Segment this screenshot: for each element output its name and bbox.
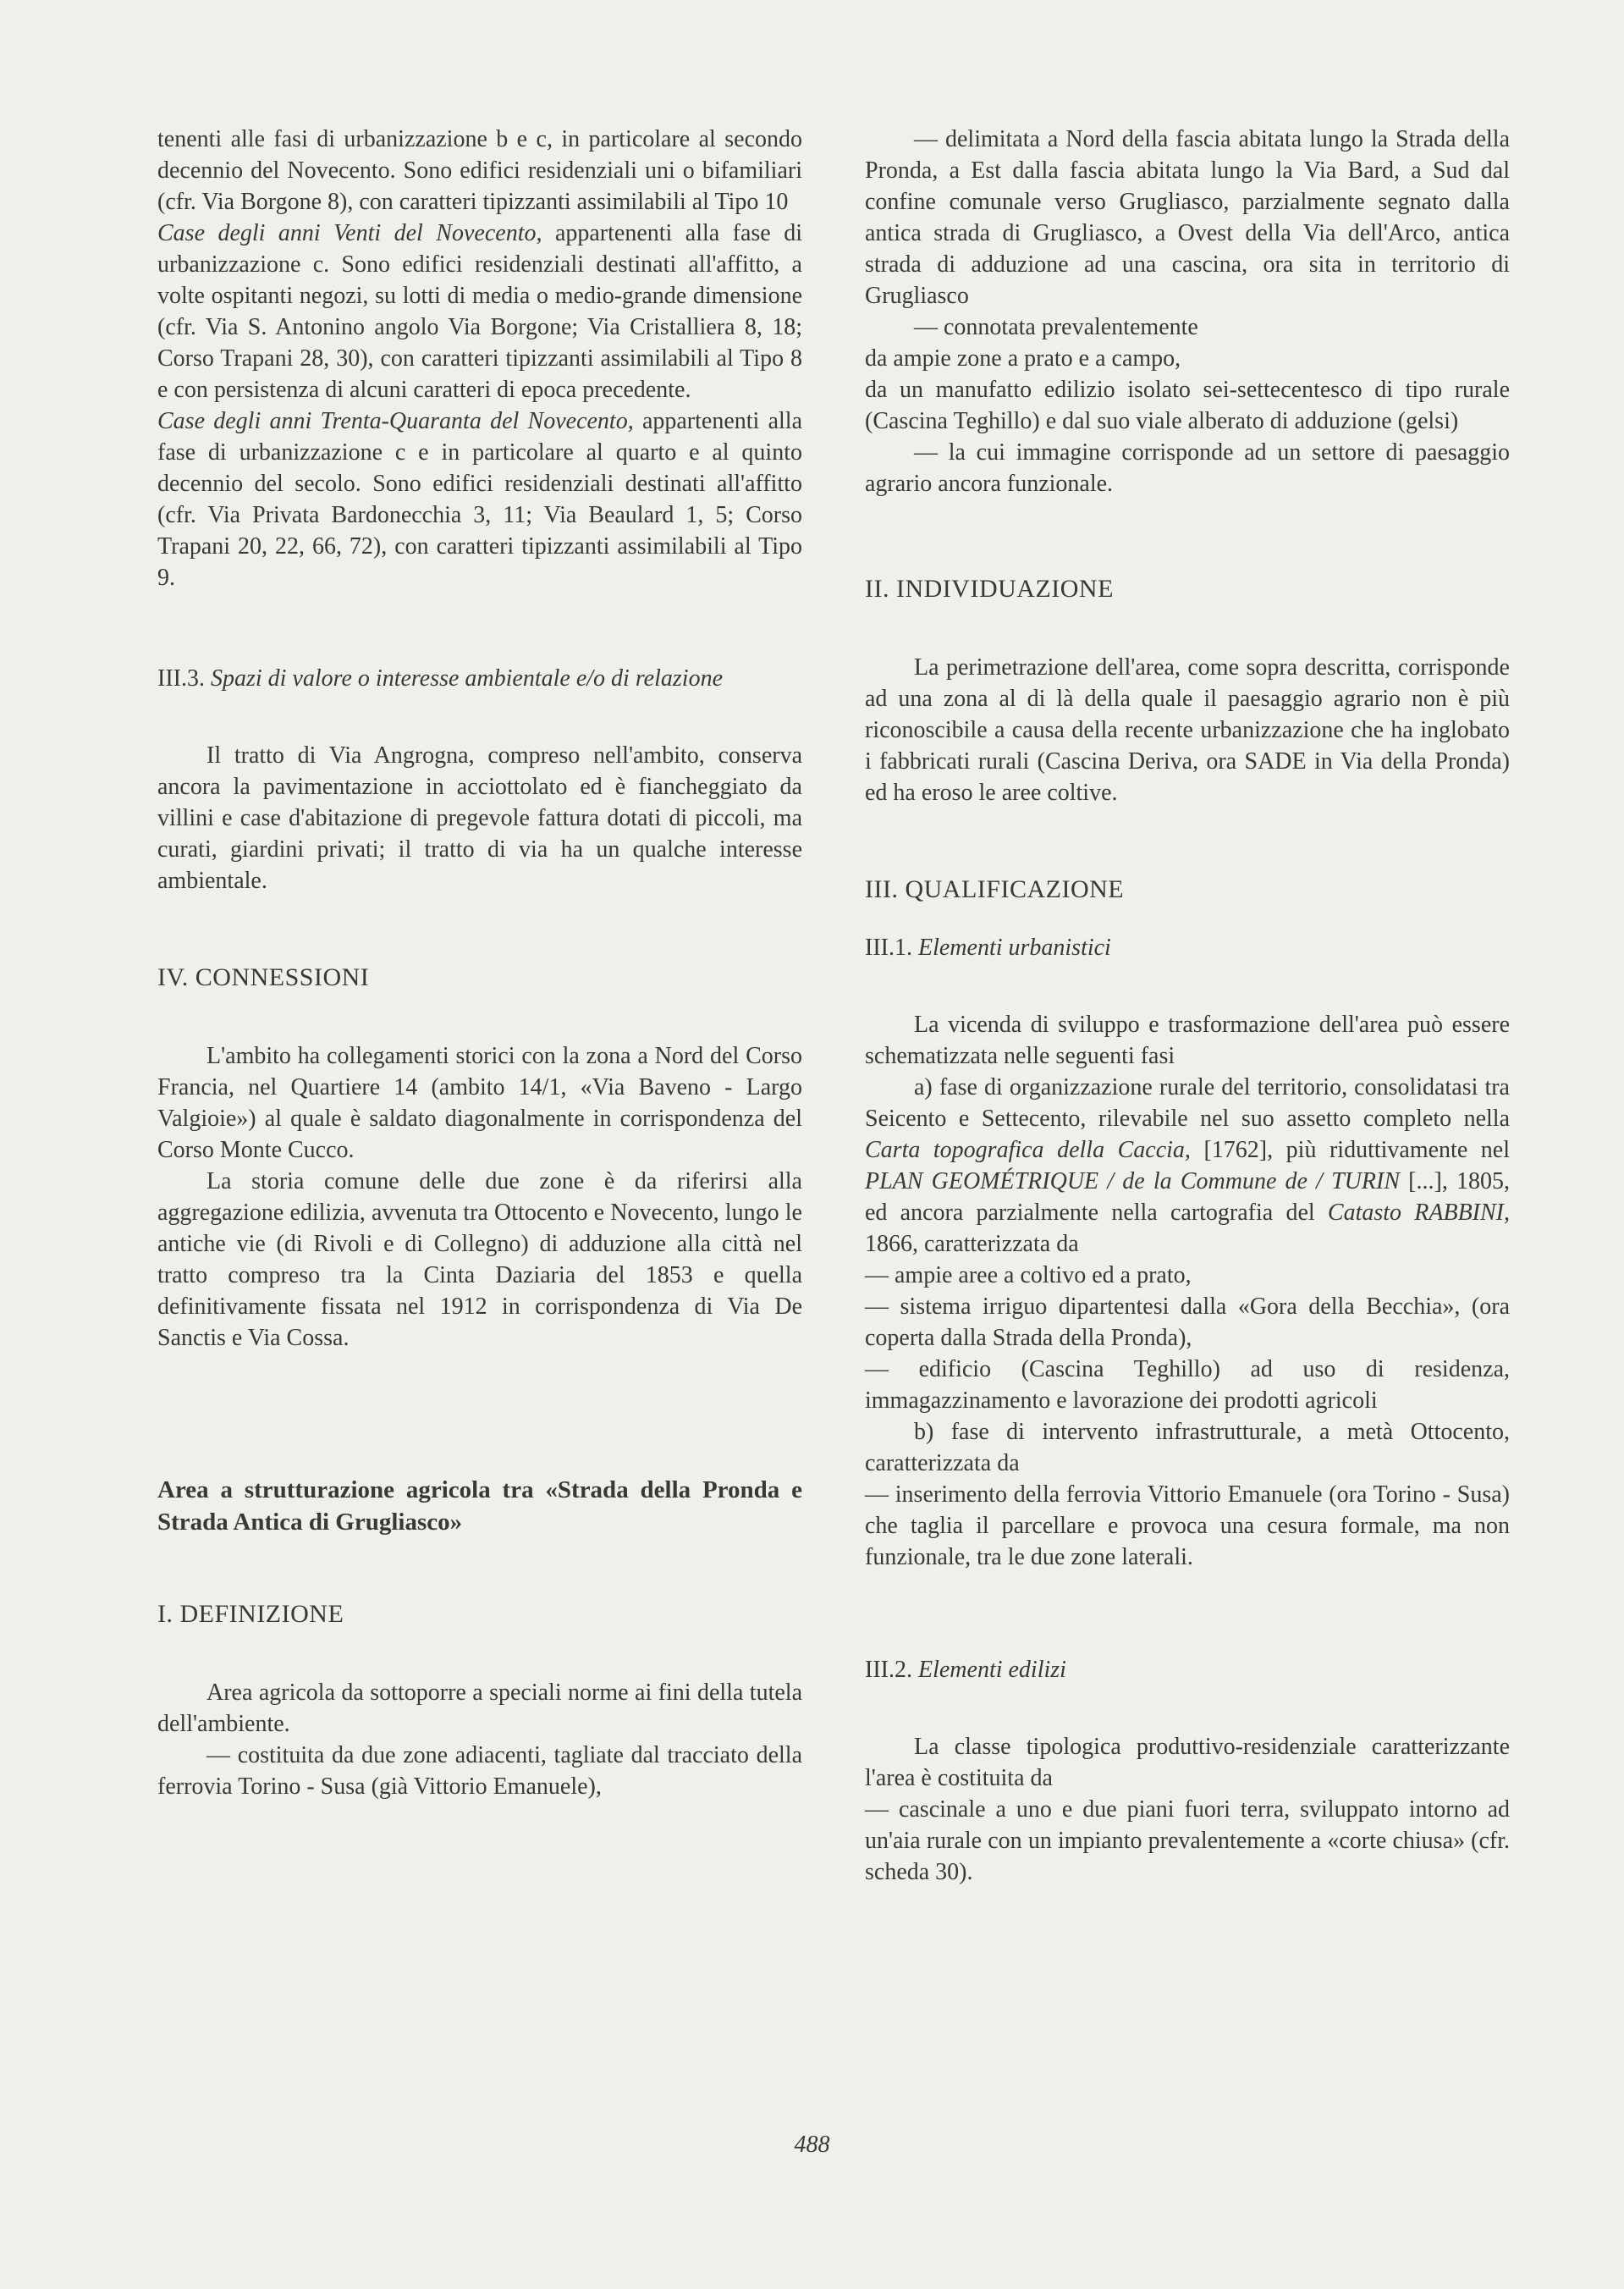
paragraph: — inserimento della ferrovia Vittorio Emanuele (ora Torino - Susa) che taglia il parcellare e provoca una cesura formale, ma non funzionale, tra le due zone laterali. [865, 1481, 1510, 1570]
paragraph [865, 1072, 1510, 1260]
paragraph: b) fase di intervento infrastrutturale, a metà Ottocento, caratterizzata da [865, 1419, 1510, 1476]
paragraph: La classe tipologica produttivo-residenziale caratterizzante l'area è costituita da [865, 1734, 1510, 1791]
section-number: III.2. [865, 1657, 912, 1683]
section-heading-iv: IV. CONNESSIONI [157, 963, 370, 991]
section-number: III.1. [865, 935, 912, 961]
italic-term: Case degli anni Venti del Novecento, [157, 220, 542, 246]
paragraph-text: 1866, caratterizzata da [865, 1231, 1079, 1257]
paragraph-text: appartenenti alla fase di urbanizzazione c. Sono edifici residenziali destinati all'affitto, a volte ospitanti negozi, su lotti di media o medio-grande dimensione (cfr. Via S. Antonino angolo Via Borgone; Via Cristalliera 8, 18; Corso Trapani 28, 30), con caratteri tipizzanti assimilabili al Tipo 8 e con persistenza di alcuni caratteri di epoca precedente. [157, 220, 802, 403]
paragraph-text: appartenenti alla fase di urbanizzazione c e in particolare al quarto e al quinto decennio del secolo. Sono edifici residenziali destinati all'affitto (cfr. Via Privata Bardonecchia 3, 11; Via Beaulard 1, 5; Corso Trapani 20, 22, 66, 72), con caratteri tipizzanti assimilabili al Tipo 9. [157, 408, 802, 591]
paragraph: da ampie zone a prato e a campo, [865, 345, 1181, 372]
section-heading-iii-3 [157, 663, 802, 694]
paragraph: La perimetrazione dell'area, come sopra descritta, corrisponde ad una zona al di là della quale il paesaggio agrario non è più riconoscibile a causa della recente urbanizzazione che ha inglobato i fabbricati rurali (Cascina Deriva, ora SADE in Via della Pronda) ed ha eroso le aree coltive. [865, 654, 1510, 806]
italic-term: Catasto RABBINI, [1327, 1200, 1510, 1226]
paragraph [157, 218, 802, 405]
section-heading-i: I. DEFINIZIONE [157, 1600, 344, 1628]
left-column [157, 124, 802, 1802]
page-number: 488 [794, 2132, 830, 2158]
section-title: Elementi edilizi [917, 1657, 1066, 1683]
section-heading-ii: II. INDIVIDUAZIONE [865, 575, 1114, 603]
italic-term: Case degli anni Trenta-Quaranta del Novecento, [157, 408, 634, 434]
paragraph: tenenti alle fasi di urbanizzazione b e c, in particolare al secondo decennio del Novecento. Sono edifici residenziali uni o bifamiliari (cfr. Via Borgone 8), con caratteri tipizzanti assimilabili al Tipo 10 [157, 126, 802, 215]
paragraph-text: [...], 1805, ed ancora parzialmente nella cartografia del [865, 1168, 1510, 1226]
section-heading-iii-2 [865, 1654, 1510, 1685]
section-heading-iii: III. QUALIFICAZIONE [865, 875, 1125, 903]
italic-term: PLAN GEOMÉTRIQUE / de la Commune de / TURIN [865, 1168, 1400, 1194]
paragraph: La vicenda di sviluppo e trasformazione dell'area può essere schematizzata nelle seguenti fasi [865, 1012, 1510, 1069]
italic-term: Carta topografica della Caccia, [865, 1137, 1191, 1163]
paragraph: — ampie aree a coltivo ed a prato, [865, 1262, 1192, 1288]
paragraph: — connotata prevalentemente [914, 314, 1198, 340]
section-heading-iii-1 [865, 932, 1510, 963]
area-title: Area a strutturazione agricola tra «Strada della Pronda e Strada Antica di Grugliasco» [157, 1476, 802, 1536]
paragraph: — edificio (Cascina Teghillo) ad uso di residenza, immagazzinamento e lavorazione dei prodotti agricoli [865, 1356, 1510, 1414]
paragraph: — sistema irriguo dipartentesi dalla «Gora della Becchia», (ora coperta dalla Strada della Pronda), [865, 1293, 1510, 1351]
right-column [865, 124, 1510, 1888]
section-title: Spazi di valore o interesse ambientale e/o di relazione [210, 665, 723, 692]
paragraph: Il tratto di Via Angrogna, compreso nell'ambito, conserva ancora la pavimentazione in acciottolato ed è fiancheggiato da villini e case d'abitazione di pregevole fattura dotati di piccoli, ma curati, giardini privati; il tratto di via ha un qualche interesse ambientale. [157, 742, 802, 894]
paragraph: — cascinale a uno e due piani fuori terra, sviluppato intorno ad un'aia rurale con un impianto prevalentemente a «corte chiusa» (cfr. scheda 30). [865, 1796, 1510, 1885]
section-number: III.3. [157, 665, 205, 692]
paragraph: — delimitata a Nord della fascia abitata lungo la Strada della Pronda, a Est dalla fascia abitata lungo la Via Bard, a Sud dal confine comunale verso Grugliasco, parzialmente segnato dalla antica strada di Grugliasco, a Ovest della Via dell'Arco, antica strada di adduzione ad una cascina, ora sita in territorio di Grugliasco [865, 126, 1510, 309]
paragraph: — costituita da due zone adiacenti, tagliate dal tracciato della ferrovia Torino - Susa (già Vittorio Emanuele), [157, 1742, 802, 1800]
paragraph: La storia comune delle due zone è da riferirsi alla aggregazione edilizia, avvenuta tra Ottocento e Novecento, lungo le antiche vie (di Rivoli e di Collegno) di adduzione alla città nel tratto compreso tra la Cinta Daziaria del 1853 e quella definitivamente fissata nel 1912 in corrispondenza di Via De Sanctis e Via Cossa. [157, 1168, 802, 1351]
paragraph: da un manufatto edilizio isolato sei-settecentesco di tipo rurale (Cascina Teghillo) e dal suo viale alberato di adduzione (gelsi) [865, 377, 1510, 434]
paragraph: Area agricola da sottoporre a speciali norme ai fini della tutela dell'ambiente. [157, 1680, 802, 1737]
paragraph-text: a) fase di organizzazione rurale del territorio, consolidatasi tra Seicento e Settecento, rilevabile nel suo assetto completo nella [865, 1074, 1510, 1132]
paragraph: L'ambito ha collegamenti storici con la zona a Nord del Corso Francia, nel Quartiere 14 (ambito 14/1, «Via Baveno - Largo Valgioie») al quale è saldato diagonalmente in corrispondenza del Corso Monte Cucco. [157, 1043, 802, 1163]
paragraph [157, 405, 802, 593]
paragraph-text: [1762], più riduttivamente nel [1190, 1137, 1511, 1163]
paragraph: — la cui immagine corrisponde ad un settore di paesaggio agrario ancora funzionale. [865, 439, 1510, 497]
section-title: Elementi urbanistici [917, 935, 1111, 961]
